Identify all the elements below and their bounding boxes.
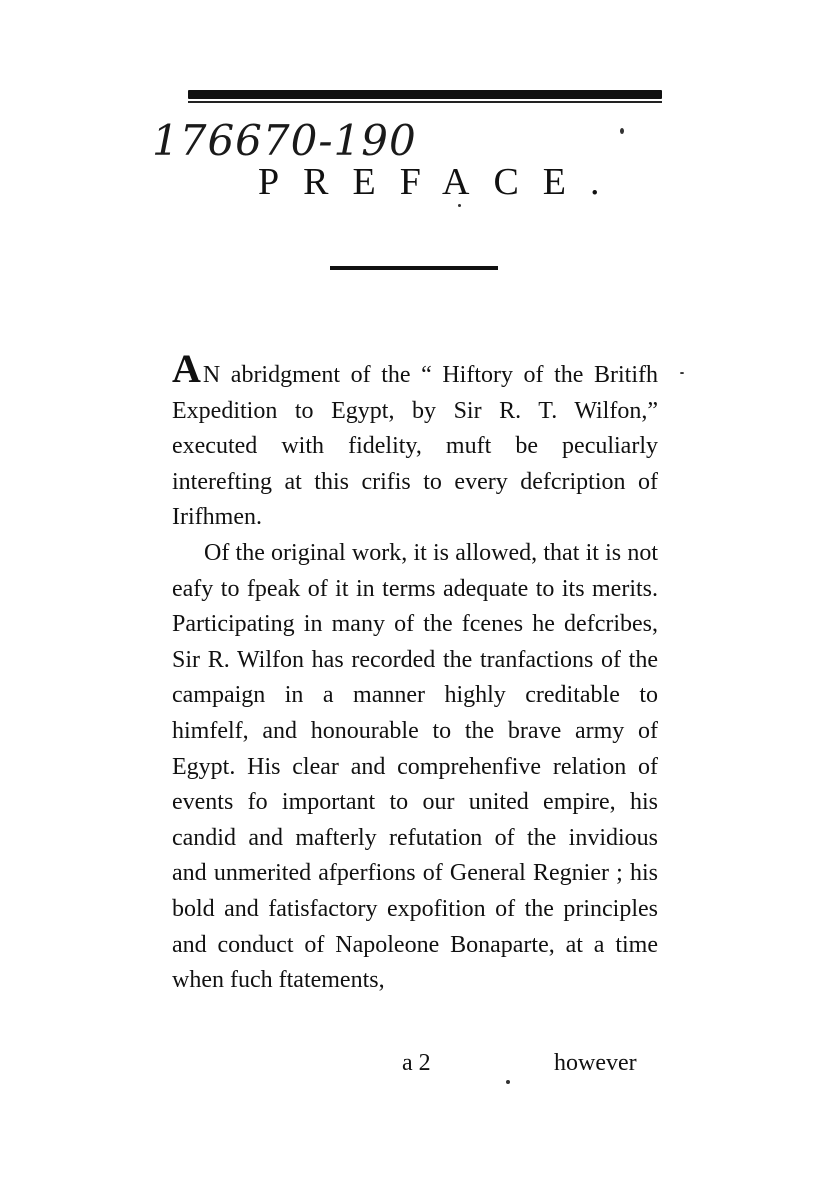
preface-body <box>172 346 658 999</box>
page-title: PREFACE. <box>258 161 624 203</box>
paragraph-1-text: N abridgment of the “ Hiftory of the Britifh Expedition to Egypt, by Sir R. T. Wilfon,” executed with fidelity, muft be peculiarly interefting at this crifis to every defcription of Irifhmen. <box>172 362 658 531</box>
scan-speck <box>620 128 624 134</box>
scan-speck <box>680 372 684 374</box>
paragraph-1 <box>172 346 658 536</box>
drop-cap: A <box>172 346 201 391</box>
scan-speck <box>506 1080 510 1084</box>
top-double-rule <box>188 90 662 99</box>
handwritten-catalog-number: 176670-190 <box>152 116 417 165</box>
catchword: however <box>554 1050 637 1076</box>
signature-mark: a 2 <box>402 1050 431 1076</box>
scan-speck <box>458 204 461 207</box>
title-divider-rule <box>330 266 498 270</box>
paragraph-2: Of the original work, it is allowed, that it is not eafy to fpeak of it in terms adequate to its merits. Participating in many of the fcenes he defcribes, Sir R. Wilfon has recorded the tranfactions of the campaign in a manner highly creditable to himfelf, and honourable to the brave army of Egypt. His clear and comprehenfive relation of events fo important to our united empire, his candid and mafterly refutation of the invidious and unmerited afperfions of General Regnier ; his bold and fatisfactory expofition of the principles and conduct of Napoleone Bonaparte, at a time when fuch ftatements, <box>172 539 658 994</box>
page-footer <box>0 1050 840 1090</box>
